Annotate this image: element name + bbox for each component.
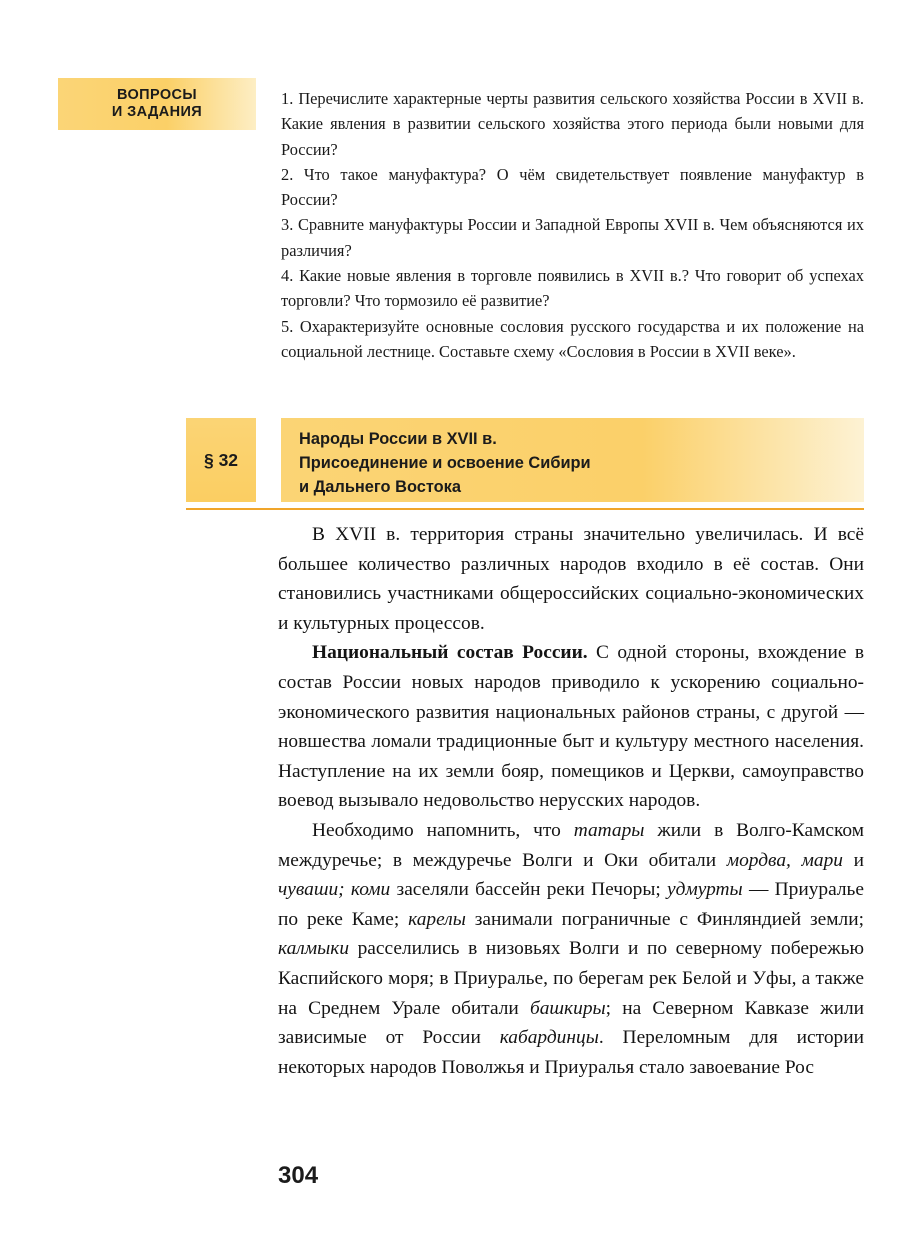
- paragraph-text-run: — Приуралье по реке Каме;: [278, 879, 864, 930]
- paragraph-intro: В XVII в. территория страны значительно увеличилась. И всё большее количество различных народов входило в её состав. Они становились участниками общероссийских социально-экономических и культурных процессов.: [278, 524, 864, 634]
- paragraph-peoples: [278, 816, 864, 1082]
- paragraph-text-run: расселились в низовьях Волги и по северному побережью Каспийского моря; в Приуралье, по берегам рек Белой и Уфы, а также на Среднем Урале обитали: [278, 938, 864, 1019]
- section-title-line2: Присоединение и освоение Сибири: [299, 454, 591, 472]
- question-item: 1. Перечислите характерные черты развития сельского хозяйства России в XVII в. Какие явления в развитии сельского хозяйства этого периода были новыми для России?: [281, 89, 864, 159]
- section-title-line1: Народы России в XVII в.: [299, 430, 497, 448]
- section-heading: [0, 418, 897, 502]
- questions-label-line2: И ЗАДАНИЯ: [111, 104, 203, 120]
- ethnonym-italic: мордва, мари: [726, 849, 843, 871]
- paragraph-text-run: ; на Северном Кавказе жили зависимые от России: [278, 997, 865, 1049]
- questions-label-badge: [58, 78, 256, 130]
- question-item: 3. Сравните мануфактуры России и Западной Европы XVII в. Чем объясняются их различия?: [281, 215, 864, 260]
- page-number: 304: [278, 1162, 319, 1189]
- paragraph-lead-in: Национальный состав России.: [312, 642, 588, 664]
- paragraph-text-run: . Переломным для истории некоторых народов Поволжья и Приуралья стало завоевание Рос: [278, 1027, 864, 1078]
- paragraph-national-composition-text: С одной стороны, вхождение в состав России новых народов приводило к ускорению социально-экономического развития национальных районов страны, с другой — новшества ломали традиционные быт и культуру местного населения. Наступление на их земли бояр, помещиков и Церкви, самоуправство воевод вызывало недовольство нерусских народов.: [278, 642, 865, 812]
- ethnonym-italic: башкиры: [529, 997, 606, 1019]
- paragraph-text-run: заселяли бассейн реки Печоры;: [390, 879, 668, 901]
- ethnonym-italic: удмурты: [667, 879, 743, 901]
- section-number-badge: § 32: [186, 418, 256, 502]
- ethnonym-italic: кабардинцы: [499, 1027, 599, 1049]
- paragraph-text-run: занимали пограничные с Финляндией земли;: [465, 908, 864, 930]
- ethnonym-italic: калмыки: [278, 938, 350, 960]
- questions-list: [281, 86, 864, 364]
- question-item: 2. Что такое мануфактура? О чём свидетельствует появление мануфактур в России?: [281, 164, 864, 210]
- ethnonym-italic: татары: [573, 819, 645, 841]
- paragraph-national-composition: [278, 638, 864, 816]
- section-title-line3: и Дальнего Востока: [299, 478, 461, 496]
- section-body: [278, 520, 864, 1082]
- paragraph-text-run: и: [842, 849, 864, 871]
- question-item: 5. Охарактеризуйте основные сословия русского государства и их положение на социальной лестнице. Составьте схему «Сословия в России в XVII веке».: [281, 316, 864, 361]
- paragraph-text-run: жили в Волго-Камском междуречье; в междуречье Волги и Оки обитали: [278, 819, 864, 871]
- question-item: 4. Какие новые явления в торговле появились в XVII в.? Что говорит об успехах торговли? Что тормозило её развитие?: [281, 266, 864, 311]
- heading-divider: [186, 508, 864, 510]
- section-title-banner: [281, 418, 864, 502]
- paragraph-text-run: Необходимо напомнить, что: [312, 819, 574, 841]
- ethnonym-italic: карелы: [408, 908, 466, 930]
- questions-label-line1: ВОПРОСЫ: [116, 87, 198, 103]
- ethnonym-italic: чуваши; коми: [278, 879, 391, 901]
